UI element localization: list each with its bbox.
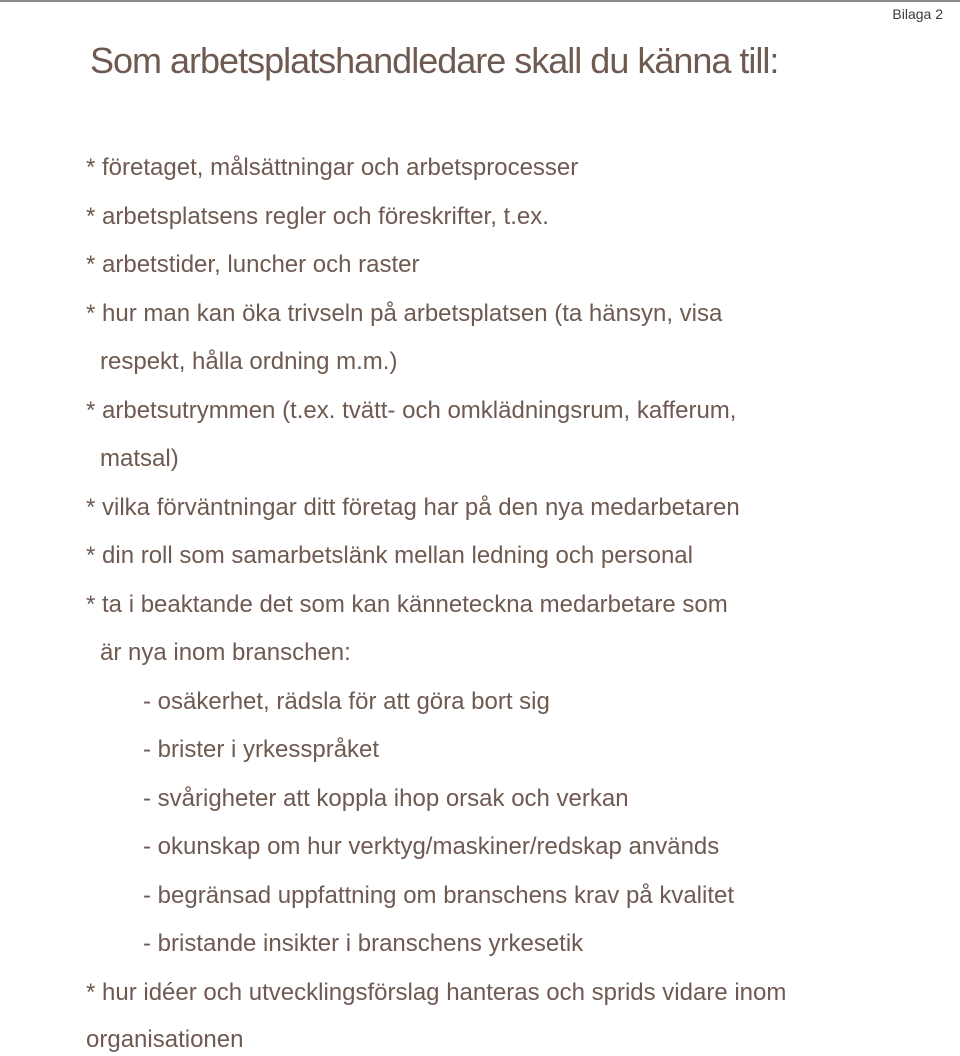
sub-list-item: - okunskap om hur verktyg/maskiner/redskap används [143, 833, 720, 860]
sub-list-item: - begränsad uppfattning om branschens krav på kvalitet [143, 882, 735, 909]
page-title: Som arbetsplatshandledare skall du känna till: [90, 40, 779, 81]
sub-list-item: - svårigheter att koppla ihop orsak och verkan [143, 785, 629, 812]
list-item: * vilka förväntningar ditt företag har på den nya medarbetaren [86, 494, 740, 521]
list-item: * arbetstider, luncher och raster [86, 251, 420, 278]
sub-list-item: - bristande insikter i branschens yrkesetik [143, 930, 584, 957]
sub-list-item: - osäkerhet, rädsla för att göra bort sig [143, 688, 550, 715]
list-item: * ta i beaktande det som kan känneteckna medarbetare som [86, 591, 728, 618]
list-item: * arbetsutrymmen (t.ex. tvätt- och omklädningsrum, kafferum, [86, 397, 737, 424]
list-item-continuation: matsal) [100, 445, 179, 472]
list-item-continuation: organisationen [86, 1026, 244, 1053]
attachment-label: Bilaga 2 [892, 6, 943, 22]
list-item: * din roll som samarbetslänk mellan ledning och personal [86, 542, 693, 569]
list-item: * hur idéer och utvecklingsförslag hanteras och sprids vidare inom [86, 979, 787, 1006]
sub-list-item: - brister i yrkesspråket [143, 736, 380, 763]
list-item-continuation: respekt, hålla ordning m.m.) [100, 348, 398, 375]
list-item: * hur man kan öka trivseln på arbetsplatsen (ta hänsyn, visa [86, 300, 723, 327]
list-item-continuation: är nya inom branschen: [100, 639, 351, 666]
top-rule [0, 0, 960, 2]
list-item: * företaget, målsättningar och arbetsprocesser [86, 154, 579, 181]
list-item: * arbetsplatsens regler och föreskrifter, t.ex. [86, 203, 549, 230]
